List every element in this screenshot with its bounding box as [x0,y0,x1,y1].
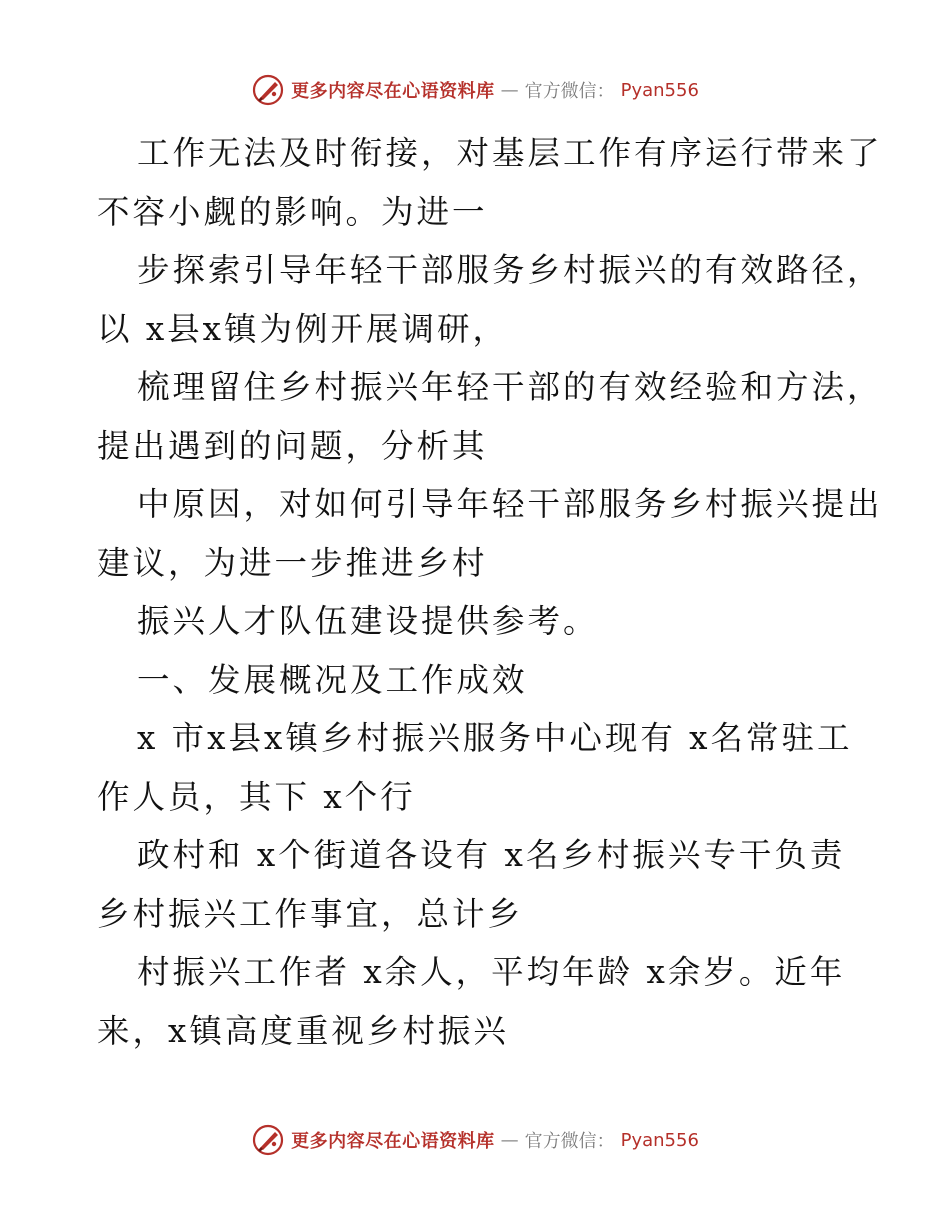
document-body [97,124,883,1060]
body-line: 振兴人才队伍建设提供参考。 [137,602,599,640]
header-banner [0,70,950,110]
banner-brand-text: 更多内容尽在心语资料库 [291,81,495,102]
footer-banner [0,1120,950,1160]
body-line: 梳理留住乡村振兴年轻干部的有效经验和方法， [137,368,883,406]
body-line: 来，x镇高度重视乡村振兴 [97,1011,509,1050]
body-line: 以 x县x镇为例开展调研， [97,309,508,348]
body-line: 步探索引导年轻干部服务乡村振兴的有效路径， [137,251,883,289]
quill-logo-icon [251,1123,285,1157]
banner-wechat-id: Pyan556 [620,1129,699,1151]
banner-wechat-label: 官方微信： [524,1131,615,1152]
body-line: 工作无法及时衔接，对基层工作有序运行带来了 [137,134,883,172]
body-line: x 市x县x镇乡村振兴服务中心现有 x名常驻工 [137,719,853,757]
body-line: 提出遇到的问题，分析其 [97,426,488,465]
body-line: 作人员，其下 x个行 [97,777,416,816]
banner-wechat-label: 官方微信： [524,81,615,102]
banner-brand-text: 更多内容尽在心语资料库 [291,1131,495,1152]
banner-separator: — [500,79,519,101]
body-line: 政村和 x个街道各设有 x名乡村振兴专干负责 [137,836,846,874]
body-line: 建议，为进一步推进乡村 [97,543,488,582]
banner-wechat-id: Pyan556 [620,79,699,101]
quill-logo-icon [251,73,285,107]
body-line: 不容小觑的影响。为进一 [97,192,488,231]
body-line: 中原因，对如何引导年轻干部服务乡村振兴提出 [137,485,883,523]
body-line: 乡村振兴工作事宜，总计乡 [97,894,524,933]
body-line: 村振兴工作者 x余人，平均年龄 x余岁。近年 [137,953,846,991]
banner-separator: — [500,1129,519,1151]
section-heading: 一、发展概况及工作成效 [137,660,528,699]
